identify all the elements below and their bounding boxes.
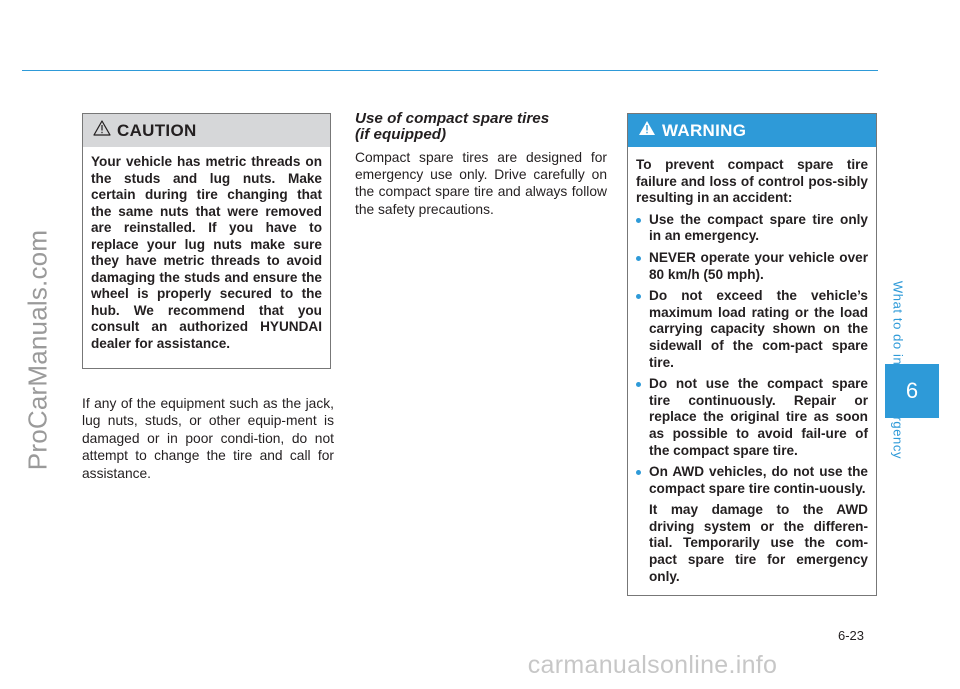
warning-body — [628, 147, 876, 585]
caution-header — [83, 114, 330, 147]
warning-item — [636, 376, 868, 459]
caution-text: Your vehicle has metric threads on the studs and lug nuts. Make certain during tire changing that the same nuts that were removed are reinstalled. If you have to replace your lug nuts make sure they have metric threads to avoid damaging the studs and ensure the wheel is properly secured to the hub. We recommend that you consult an authorized HYUNDAI dealer for assistance. — [91, 154, 322, 351]
warning-item — [636, 250, 868, 283]
bullet-icon — [636, 256, 641, 261]
watermark-bottom[interactable]: carmanualsonline.info — [527, 651, 778, 679]
warning-header — [628, 114, 876, 147]
bullet-icon — [636, 470, 641, 475]
chapter-tab: 6 — [885, 364, 939, 418]
top-rule — [22, 70, 878, 71]
bullet-icon — [636, 218, 641, 223]
warning-box — [627, 113, 877, 596]
warning-item-text: Do not exceed the vehicle’s maximum load rating or the load carrying capacity shown on the sidewall of the com-pact spare tire. — [649, 288, 868, 370]
warning-item — [636, 288, 868, 371]
warning-triangle-outline-icon — [93, 120, 111, 141]
warning-intro: To prevent compact spare tire failure and loss of control pos-sibly resulting in an accident: — [636, 157, 868, 206]
warning-list — [636, 212, 868, 498]
equipment-paragraph: If any of the equipment such as the jack, lug nuts, studs, or other equip-ment is damaged or in poor condi-tion, do not attempt to change the tire and call for assistance. — [82, 396, 334, 481]
section-heading-line1: Use of compact spare tires — [355, 110, 550, 127]
warning-triangle-filled-icon — [638, 120, 656, 141]
warning-extra: It may damage to the AWD driving system or the differen-tial. Temporarily use the com-pact spare tire for emergency only. — [649, 502, 868, 584]
section-body: Compact spare tires are designed for emergency use only. Drive carefully on the compact spare tire and always follow the safety precautions. — [355, 150, 607, 217]
watermark-left-text: ProCarManuals.com — [22, 229, 53, 471]
warning-item — [636, 212, 868, 245]
warning-title: WARNING — [662, 120, 747, 140]
page-number: 6-23 — [838, 628, 865, 643]
warning-item-text: Use the compact spare tire only in an emergency. — [649, 211, 868, 244]
section-heading — [355, 111, 605, 143]
warning-item — [636, 464, 868, 497]
warning-item-text: Do not use the compact spare tire continuously. Repair or replace the original tire as soon as possible to avoid fail-ure of the compact spare tire. — [649, 376, 868, 458]
warning-item-text: NEVER operate your vehicle over 80 km/h (50 mph). — [649, 249, 868, 282]
bullet-icon — [636, 294, 641, 299]
caution-box — [82, 113, 331, 369]
caution-title: CAUTION — [117, 120, 197, 140]
bullet-icon — [636, 382, 641, 387]
warning-item-text: On AWD vehicles, do not use the compact spare tire contin-uously. — [649, 464, 868, 496]
section-heading-line2: (if equipped) — [355, 126, 447, 143]
